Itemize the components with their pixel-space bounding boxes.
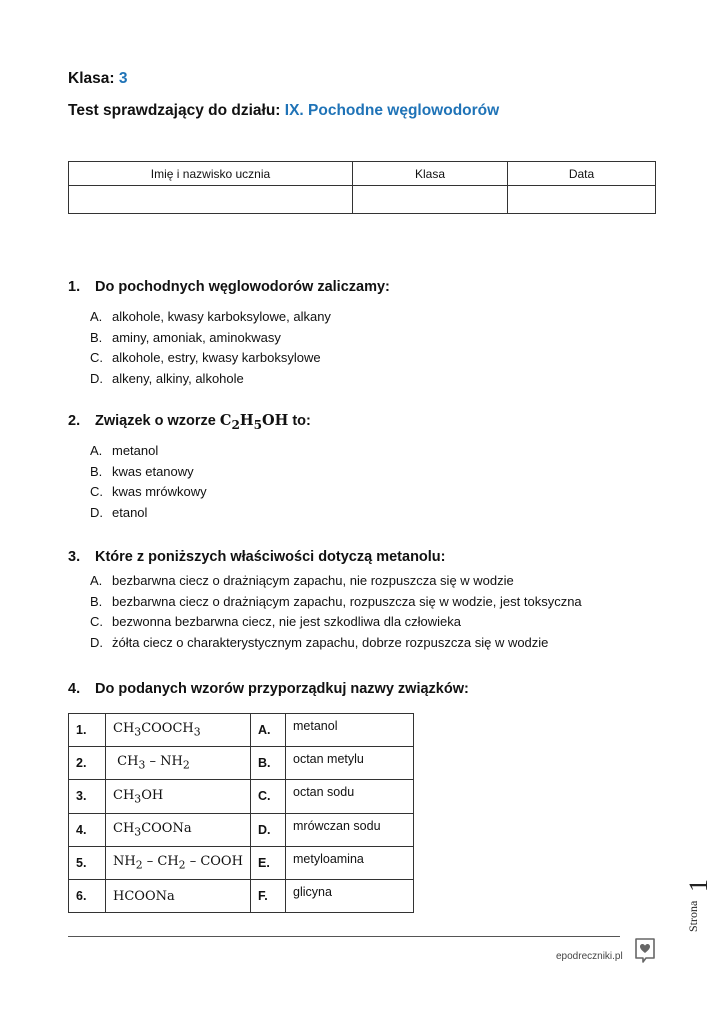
formula-number: 6. xyxy=(69,879,106,912)
matching-row xyxy=(69,813,414,846)
formula-part: OH xyxy=(261,412,289,429)
question-text-before: Związek o wzorze xyxy=(95,413,216,429)
option-letter: C. xyxy=(90,484,103,500)
question-2-options xyxy=(90,441,207,523)
question-3-options xyxy=(90,571,582,653)
formula-subscript: 2 xyxy=(231,417,240,432)
class-field[interactable] xyxy=(353,186,508,214)
option-text: bezwonna bezbarwna ciecz, nie jest szkodliwa dla człowieka xyxy=(112,614,462,630)
test-title xyxy=(68,102,499,120)
option-d[interactable] xyxy=(90,369,331,390)
matching-table xyxy=(68,713,414,913)
option-b[interactable] xyxy=(90,328,331,349)
option-letter: C. xyxy=(90,350,103,366)
question-text: Które z poniższych właściwości dotyczą metanolu: xyxy=(95,549,446,565)
question-1 xyxy=(68,279,390,295)
name-letter: B. xyxy=(251,747,286,780)
compound-name: mrówczan sodu xyxy=(286,813,414,846)
test-title-label: Test sprawdzający do działu: xyxy=(68,102,281,119)
page-label: Strona xyxy=(686,900,700,932)
question-2 xyxy=(68,412,311,432)
class-value: 3 xyxy=(118,70,128,87)
option-text: etanol xyxy=(112,504,148,520)
student-name-field[interactable] xyxy=(69,186,353,214)
option-b[interactable] xyxy=(90,462,207,483)
date-field[interactable] xyxy=(508,186,656,214)
epodreczniki-logo-icon xyxy=(633,936,657,964)
option-c[interactable] xyxy=(90,482,207,503)
matching-row xyxy=(69,846,414,879)
option-text: alkohole, kwasy karboksylowe, alkany xyxy=(112,309,331,324)
option-text: kwas etanowy xyxy=(112,463,194,479)
option-a[interactable] xyxy=(90,571,582,592)
option-text: bezbarwna ciecz o drażniącym zapachu, rozpuszcza się w wodzie, jest toksyczna xyxy=(112,593,582,609)
option-letter: B. xyxy=(90,329,103,345)
option-text: bezbarwna ciecz o drażniącym zapachu, nie rozpuszcza się w wodzie xyxy=(112,573,514,588)
class-label: Klasa: xyxy=(68,70,115,87)
question-text: Do podanych wzorów przyporządkuj nazwy związków: xyxy=(95,681,469,697)
matching-row xyxy=(69,747,414,780)
footer-divider xyxy=(68,936,620,937)
name-letter: A. xyxy=(251,714,286,747)
option-letter: B. xyxy=(90,463,103,479)
compound-name: octan metylu xyxy=(286,747,414,780)
header-student-name: Imię i nazwisko ucznia xyxy=(69,162,353,186)
formula-ch3cooch3: $CH_3COOCH_3$ xyxy=(106,714,251,747)
option-a[interactable] xyxy=(90,441,207,462)
question-4 xyxy=(68,681,469,697)
name-letter: F. xyxy=(251,879,286,912)
question-number: 1. xyxy=(68,279,81,295)
formula-ch3coona: $CH_3COONa$ xyxy=(106,813,251,846)
compound-name: metanol xyxy=(286,714,414,747)
option-letter: A. xyxy=(90,309,103,324)
option-a[interactable] xyxy=(90,307,331,328)
formula-subscript: 5 xyxy=(253,417,262,432)
question-1-options xyxy=(90,307,331,389)
formula-number: 4. xyxy=(69,813,106,846)
class-heading xyxy=(68,70,127,88)
option-d[interactable] xyxy=(90,633,582,654)
question-text: Do pochodnych węglowodorów zaliczamy: xyxy=(95,279,390,295)
name-letter: D. xyxy=(251,813,286,846)
formula-ch3-nh2: $CH_3 - NH_2$ xyxy=(106,747,251,780)
header-class: Klasa xyxy=(353,162,508,186)
formula-c2h5oh xyxy=(219,412,289,432)
footer-site: epodreczniki.pl xyxy=(556,951,623,962)
test-title-value: IX. Pochodne węglowodorów xyxy=(284,102,500,119)
option-b[interactable] xyxy=(90,592,582,613)
question-3 xyxy=(68,549,446,565)
question-text-after: to: xyxy=(292,413,311,429)
formula-ch3oh: $CH_3OH$ xyxy=(106,780,251,813)
option-text: metanol xyxy=(112,443,159,458)
matching-row xyxy=(69,714,414,747)
question-number: 4. xyxy=(68,681,81,697)
option-letter: A. xyxy=(90,443,103,458)
formula-part: H xyxy=(239,412,254,429)
option-text: alkohole, estry, kwasy karboksylowe xyxy=(112,350,321,366)
option-d[interactable] xyxy=(90,503,207,524)
formula-hcoona: HCOONa xyxy=(106,879,251,912)
name-letter: C. xyxy=(251,780,286,813)
option-letter: D. xyxy=(90,370,103,386)
option-letter: B. xyxy=(90,593,103,609)
option-c[interactable] xyxy=(90,348,331,369)
option-letter: D. xyxy=(90,634,103,650)
formula-number: 1. xyxy=(69,714,106,747)
formula-part: C xyxy=(219,412,232,429)
formula-number: 5. xyxy=(69,846,106,879)
header-date: Data xyxy=(508,162,656,186)
page-number-side xyxy=(683,868,713,938)
option-c[interactable] xyxy=(90,612,582,633)
option-letter: C. xyxy=(90,614,103,630)
student-info-table xyxy=(68,161,656,214)
page-number: 1 xyxy=(684,879,713,892)
option-text: alkeny, alkiny, alkohole xyxy=(112,370,244,386)
option-letter: D. xyxy=(90,504,103,520)
question-number: 3. xyxy=(68,549,81,565)
compound-name: octan sodu xyxy=(286,780,414,813)
matching-row xyxy=(69,780,414,813)
name-letter: E. xyxy=(251,846,286,879)
formula-number: 2. xyxy=(69,747,106,780)
option-text: żółta ciecz o charakterystycznym zapachu, dobrze rozpuszcza się w wodzie xyxy=(112,634,549,650)
compound-name: glicyna xyxy=(286,879,414,912)
option-text: kwas mrówkowy xyxy=(112,484,207,500)
option-text: aminy, amoniak, aminokwasy xyxy=(112,329,281,345)
question-number: 2. xyxy=(68,413,81,429)
formula-glycine: $NH_2 - CH_2$ – COOH xyxy=(106,846,251,879)
compound-name: metyloamina xyxy=(286,846,414,879)
option-letter: A. xyxy=(90,573,103,588)
matching-row xyxy=(69,879,414,912)
formula-number: 3. xyxy=(69,780,106,813)
